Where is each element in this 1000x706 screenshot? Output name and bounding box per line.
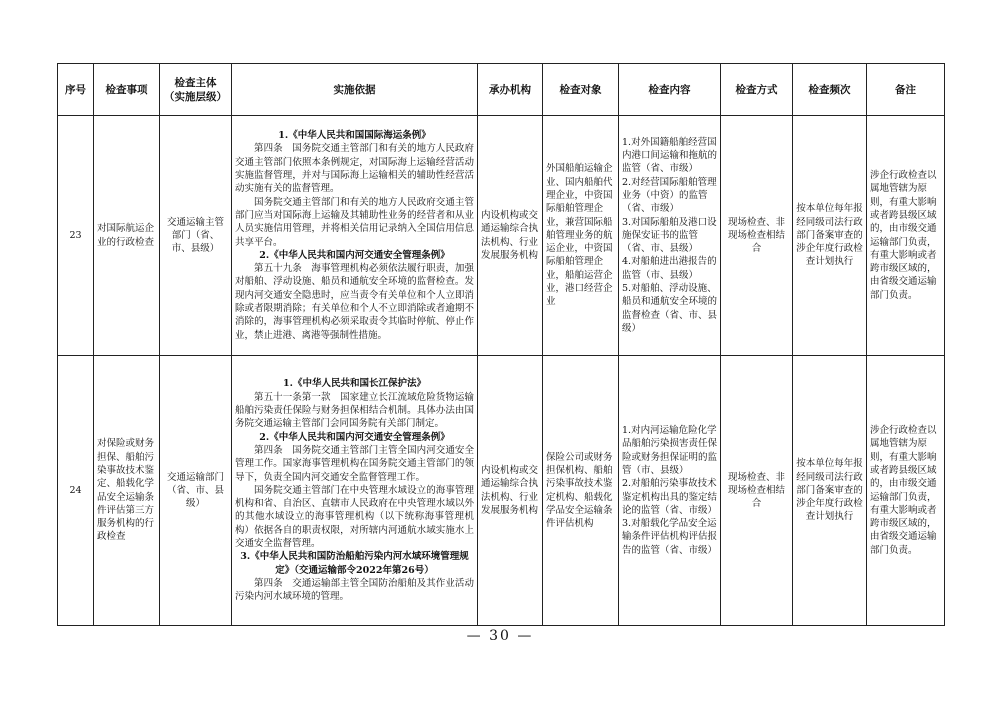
basis-paragraph: 第四条 国务院交通主管部门主管全国内河交通安全管理工作。国家海事管理机构在国务院交通主管部门的领导下，负责全国内河交通安全监督管理工作。 bbox=[235, 444, 474, 483]
basis-paragraph: 第五十一条第一款 国家建立长江流域危险货物运输船舶污染责任保险与财务担保相结合机制。具体办法由国务院交通运输主管部门会同国务院有关部门制定。 bbox=[235, 391, 474, 430]
inspection-object: 外国船舶运输企业、国内船舶代理企业，中资国际船舶管理企业，兼营国际船舶管理业务的航运企业，中资国际船舶管理企业，船舶运营企业，港口经营企业 bbox=[543, 116, 619, 356]
implementation-basis bbox=[232, 116, 478, 356]
row-number: 23 bbox=[58, 116, 94, 356]
header-cell: 实施依据 bbox=[232, 64, 478, 116]
row-number: 24 bbox=[58, 356, 94, 626]
header-cell: 检查内容 bbox=[619, 64, 721, 116]
basis-heading: 2.《中华人民共和国内河交通安全管理条例》 bbox=[259, 249, 450, 261]
implementation-basis bbox=[232, 356, 478, 626]
basis-paragraph: 第四条 交通运输部主管全国防治船舶及其作业活动污染内河水域环境的管理。 bbox=[235, 577, 474, 603]
basis-heading: 1.《中华人民共和国长江保护法》 bbox=[283, 378, 426, 390]
header-cell: 承办机构 bbox=[478, 64, 543, 116]
inspection-method: 现场检查、非现场检查相结合 bbox=[721, 116, 793, 356]
handling-agency: 内设机构或交通运输综合执法机构、行业发展服务机构 bbox=[478, 116, 543, 356]
header-cell: 检查方式 bbox=[721, 64, 793, 116]
handling-agency: 内设机构或交通运输综合执法机构、行业发展服务机构 bbox=[478, 356, 543, 626]
header-cell: 备注 bbox=[867, 64, 945, 116]
basis-paragraph: 国务院交通主管部门和有关的地方人民政府交通主管部门应当对国际海上运输及其辅助性业务的经营者和从业人员实施信用管理，并将相关信用记录纳入全国信用信息共享平台。 bbox=[235, 196, 474, 248]
table-row bbox=[58, 116, 945, 356]
inspection-frequency: 按本单位每年报经同级司法行政部门备案审查的涉企年度行政检查计划执行 bbox=[793, 116, 867, 356]
header-cell: 检查频次 bbox=[793, 64, 867, 116]
header-cell: 序号 bbox=[58, 64, 94, 116]
inspection-content: 1.对外国籍船舶经营国内港口间运输和拖航的监管（省、市级） 2.对经营国际船舶管理业务（中资）的监管（省、市级） 3.对国际船舶及港口设施保安证书的监管（省、市、县级） 4.对船舶进出港报告的监管（市、县级） 5.对船舶、浮动设施、船员和通航安全环境的监督检查（省、市、县级） bbox=[619, 116, 721, 356]
header-row bbox=[58, 64, 945, 116]
inspection-subject: 交通运输主管部门（省、市、县级） bbox=[160, 116, 232, 356]
inspection-table bbox=[57, 63, 945, 626]
table-row bbox=[58, 356, 945, 626]
header-cell: 检查主体 （实施层级） bbox=[160, 64, 232, 116]
header-cell: 检查事项 bbox=[94, 64, 160, 116]
remark: 涉企行政检查以属地管辖为原则，有重大影响或者跨县级区域的，由市级交通运输部门负责，有重大影响或者跨市级区域的，由省级交通运输部门负责。 bbox=[867, 356, 945, 626]
basis-heading: 2.《中华人民共和国内河交通安全管理条例》 bbox=[259, 431, 450, 443]
basis-paragraph: 第四条 国务院交通主管部门和有关的地方人民政府交通主管部门依照本条例规定，对国际海上运输经营活动实施监督管理，并对与国际海上运输相关的辅助性经营活动实施有关的监督管理。 bbox=[235, 143, 474, 195]
inspection-method: 现场检查、非现场检查相结合 bbox=[721, 356, 793, 626]
basis-heading: 3.《中华人民共和国防治船舶污染内河水域环境管理规定》（交通运输部令2022年第26号） bbox=[240, 551, 469, 576]
basis-heading: 1.《中华人民共和国国际海运条例》 bbox=[278, 130, 431, 142]
inspection-item: 对保险或财务担保、船舶污染事故技术鉴定、船载化学品安全运输条件评估第三方服务机构的行政检查 bbox=[94, 356, 160, 626]
remark: 涉企行政检查以属地管辖为原则，有重大影响或者跨县级区域的，由市级交通运输部门负责，有重大影响或者跨市级区域的，由省级交通运输部门负责。 bbox=[867, 116, 945, 356]
header-cell: 检查对象 bbox=[543, 64, 619, 116]
inspection-subject: 交通运输部门（省、市、县级） bbox=[160, 356, 232, 626]
inspection-item: 对国际航运企业的行政检查 bbox=[94, 116, 160, 356]
inspection-frequency: 按本单位每年报经同级司法行政部门备案审查的涉企年度行政检查计划执行 bbox=[793, 356, 867, 626]
basis-paragraph: 第五十九条 海事管理机构必须依法履行职责，加强对船舶、浮动设施、船员和通航安全环境的监督检查。发现内河交通安全隐患时，应当责令有关单位和个人立即消除或者限期消除；有关单位和个人不立即消除或者逾期不消除的，海事管理机构必须采取责令其临时停航、停止作业，禁止进港、离港等强制性措施。 bbox=[235, 263, 474, 341]
inspection-object: 保险公司或财务担保机构、船舶污染事故技术鉴定机构、船载化学品安全运输条件评估机构 bbox=[543, 356, 619, 626]
inspection-content: 1.对内河运输危险化学品船舶污染损害责任保险或财务担保证明的监管（市、县级） 2.对船舶污染事故技术鉴定机构出具的鉴定结论的监管（省、市级） 3.对船载化学品安全运输条件评估机构评估报告的监管（省、市级） bbox=[619, 356, 721, 626]
page-number: — 30 — bbox=[466, 628, 534, 644]
basis-paragraph: 国务院交通主管部门在中央管理水域设立的海事管理机构和省、自治区、直辖市人民政府在中央管理水域以外的其他水域设立的海事管理机构（以下统称海事管理机构）依据各自的职责权限，对所辖内河通航水域实施水上交通安全监督管理。 bbox=[235, 484, 474, 550]
